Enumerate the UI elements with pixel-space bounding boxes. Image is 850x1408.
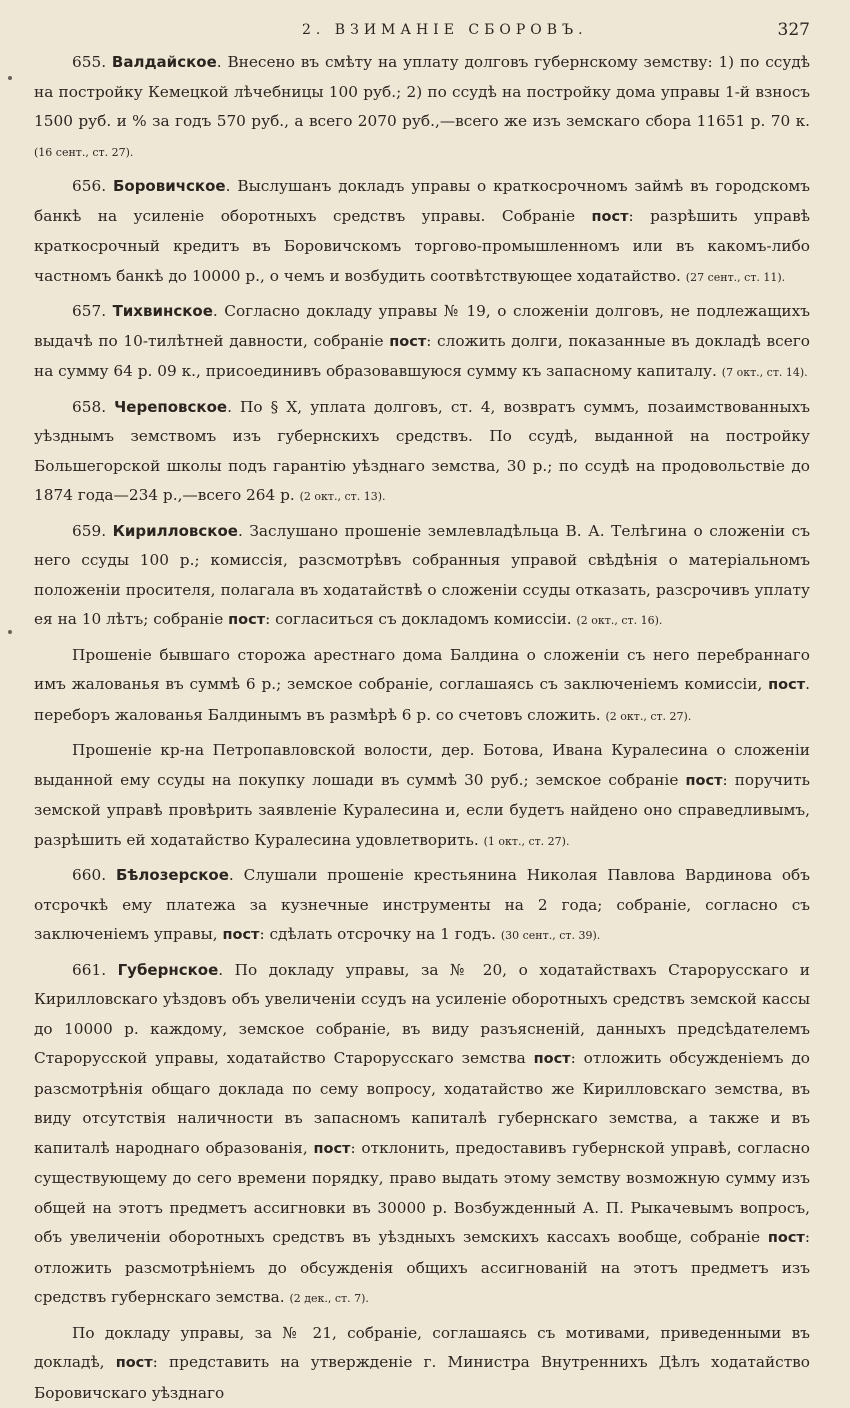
entry-661 — [34, 956, 810, 1314]
entry-658 — [34, 393, 810, 512]
session-reference: (2 окт., ст. 16). — [577, 614, 663, 627]
resolution-marker: пост — [313, 1141, 350, 1157]
entry-number: 657. — [72, 302, 106, 320]
entry-text: . По докладу управы, за № 20, о ходатайствахъ Старорусскаго и Кирилловскаго уѣздовъ объ увеличеніи ссудъ на усиленіе оборотныхъ средствъ земской кассы до 10000 р. каждому, земское собраніе, въ виду разъясненій, данныхъ предсѣдателемъ Старорусской управы, ходатайство Старорусскаго земства — [34, 961, 810, 1068]
resolution-marker: пост — [116, 1355, 153, 1371]
entry-655 — [34, 48, 810, 167]
district-name: Кирилловское — [113, 522, 238, 540]
entry-number: 659. — [72, 522, 106, 540]
resolution-marker: пост — [534, 1051, 571, 1067]
resolution-marker: пост — [592, 209, 629, 225]
margin-dot — [8, 76, 12, 80]
entry-659-kuralesin — [34, 736, 810, 856]
session-reference: (2 окт., ст. 13). — [300, 490, 386, 503]
resolution-marker: пост — [768, 1230, 805, 1246]
entry-number: 660. — [72, 866, 106, 884]
entry-659 — [34, 517, 810, 636]
entry-number: 656. — [72, 177, 106, 195]
session-reference: (2 дек., ст. 7). — [289, 1292, 368, 1305]
entry-text: : согласиться съ докладомъ комиссіи. — [265, 610, 576, 628]
district-name: Валдайское — [112, 53, 217, 71]
page-number: 327 — [778, 20, 810, 40]
entry-656 — [34, 172, 810, 292]
margin-dot — [8, 630, 12, 634]
district-name: Тихвинское — [113, 302, 213, 320]
entry-text: : отложить разсмотрѣніемъ до обсужденія общихъ ассигнованій на этотъ предметъ изъ средствъ губернскаго земства. — [34, 1228, 810, 1306]
section-title: 2. ВЗИМАНІЕ СБОРОВЪ. — [302, 22, 588, 38]
district-name: Боровичское — [113, 177, 226, 195]
entry-657 — [34, 297, 810, 388]
entry-text: : разрѣшить управѣ краткосрочный кредитъ въ Боровичскомъ торгово-промышленномъ или въ какомъ-либо частномъ банкѣ до 10000 р., о чемъ и возбудить соотвѣтствующее ходатайство. — [34, 207, 810, 285]
district-name: Череповское — [114, 398, 227, 416]
entry-text: Прошеніе кр-на Петропавловской волости, дер. Ботова, Ивана Куралесина о сложеніи выданной ему ссуды на покупку лошади въ суммѣ 30 руб.; земское собраніе — [34, 741, 810, 789]
resolution-marker: пост — [768, 677, 805, 693]
entry-text: : сложить долги, показанные въ докладѣ всего на сумму 64 р. 09 к., присоединивъ образовавшуюся сумму къ запасному капиталу. — [34, 332, 810, 381]
entry-text: : сдѣлать отсрочку на 1 годъ. — [259, 925, 500, 943]
entry-661-report-21 — [34, 1319, 810, 1408]
entry-text: Прошеніе бывшаго сторожа арестнаго дома Балдина о сложеніи съ него перебраннаго имъ жалованья въ суммѣ 6 р.; земское собраніе, соглашаясь съ заключеніемъ комиссіи, — [34, 646, 810, 694]
page-header — [34, 18, 810, 48]
session-reference: (30 сент., ст. 39). — [501, 929, 600, 942]
entry-text: . Выслушанъ докладъ управы о краткосрочномъ займѣ въ городскомъ банкѣ на усиленіе оборотныхъ средствъ управы. Собраніе — [34, 177, 810, 225]
session-reference: (7 окт., ст. 14). — [722, 366, 808, 379]
entry-text: . Согласно докладу управы № 19, о сложеніи долговъ, не подлежащихъ выдачѣ по 10-тилѣтней давности, собраніе — [34, 302, 810, 350]
session-reference: (1 окт., ст. 27). — [484, 835, 570, 848]
resolution-marker: пост — [228, 612, 265, 628]
resolution-marker: пост — [222, 927, 259, 943]
session-reference: (2 окт., ст. 27). — [605, 710, 691, 723]
entry-text: : отклонить, предоставивъ губернской управѣ, согласно существующему до сего времени порядку, право выдать этому земству возможную сумму изъ общей на этотъ предметъ ассигновки въ 30000 р. Возбужденный А. П. Рыкачевымъ вопросъ, объ увеличеніи оборотныхъ средствъ въ уѣздныхъ земскихъ кассахъ вообще, собраніе — [34, 1139, 810, 1247]
entry-number: 661. — [72, 961, 106, 979]
entry-text: . Слушали прошеніе крестьянина Николая Павлова Вардинова объ отсрочкѣ ему платежа за кузнечные инструменты на 2 года; собраніе, согласно съ заключеніемъ управы, — [34, 866, 810, 943]
entry-text: : представить на утвержденіе г. Министра Внутреннихъ Дѣлъ ходатайство Боровичскаго уѣзднаго — [34, 1353, 810, 1402]
entry-text: . Внесено въ смѣту на уплату долговъ губернскому земству: 1) по ссудѣ на постройку Кемецкой лѣчебницы 100 руб.; 2) по ссудѣ на постройку дома управы 1-й взносъ 1500 руб. и % за годъ 570 руб., а всего 2070 руб.,—всего же изъ земскаго сбора 11651 р. 70 к. — [34, 53, 810, 130]
session-reference: (27 сент., ст. 11). — [686, 271, 785, 284]
entry-text: По докладу управы, за № 21, собраніе, соглашаясь съ мотивами, приведенными въ докладѣ, — [34, 1324, 810, 1372]
session-reference: (16 сент., ст. 27). — [34, 146, 133, 159]
entry-text: : отложить обсужденіемъ до разсмотрѣнія общаго доклада по сему вопросу, ходатайство же Кирилловскаго земства, въ виду отсутствія наличности въ запасномъ капиталѣ губернскаго земства, а также и въ капиталѣ народнаго образованія, — [34, 1049, 810, 1157]
entry-text: . переборъ жалованья Балдинымъ въ размѣрѣ 6 р. со счетовъ сложить. — [34, 675, 810, 724]
entry-659-baldin — [34, 641, 810, 732]
district-name: Губернское — [118, 961, 219, 979]
entry-text: . По § X, уплата долговъ, ст. 4, возвратъ суммъ, позаимствованныхъ уѣзднымъ земствомъ изъ губернскихъ средствъ. По ссудѣ, выданной на постройку Большегорской школы подъ гарантію уѣзднаго земства, 30 р.; по ссудѣ на продовольствіе до 1874 года—234 р.,—всего 264 р. — [34, 398, 810, 505]
entry-660 — [34, 861, 810, 951]
resolution-marker: пост — [389, 334, 426, 350]
entry-text: . Заслушано прошеніе землевладѣльца В. А. Телѣгина о сложеніи съ него ссуды 100 р.; комиссія, разсмотрѣвъ собранныя управой свѣдѣнія о матеріальномъ положеніи просителя, полагала въ ходатайствѣ о сложеніи ссуды отказать, разсрочивъ уплату ея на 10 лѣтъ; собраніе — [34, 522, 810, 629]
resolution-marker: пост — [686, 773, 723, 789]
district-name: Бѣлозерское — [116, 866, 229, 884]
entry-number: 658. — [72, 398, 106, 416]
entry-text: : поручить земской управѣ провѣрить заявленіе Куралесина и, если будетъ найдено оно справедливымъ, разрѣшить ей ходатайство Куралесина удовлетворить. — [34, 771, 810, 849]
entry-number: 655. — [72, 53, 106, 71]
